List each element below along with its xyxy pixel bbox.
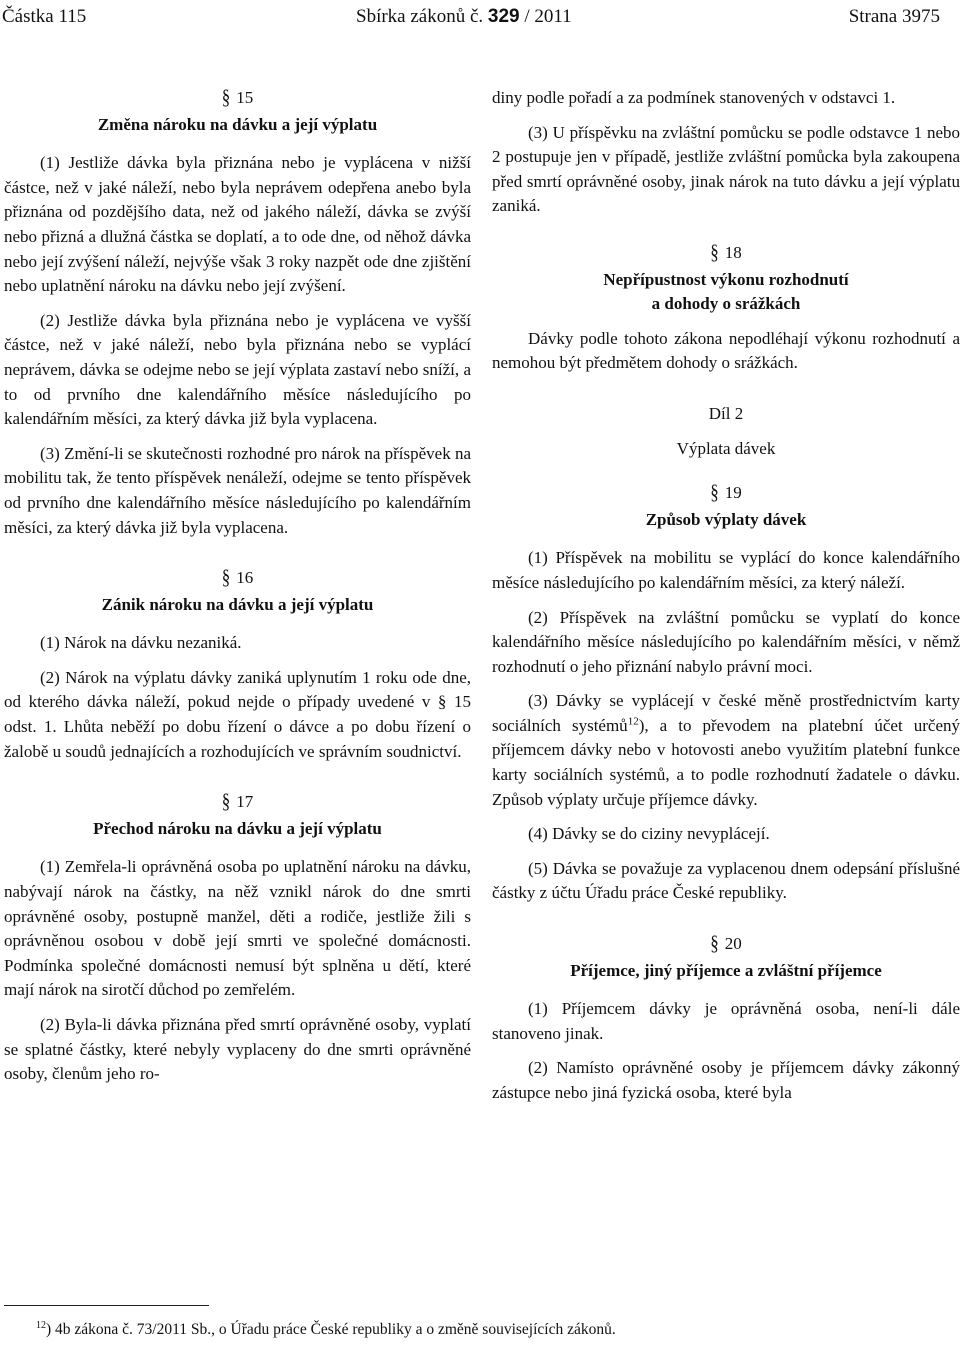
header-sbirka-year: / 2011 xyxy=(524,6,572,27)
section-symbol: § xyxy=(221,789,231,814)
part-label: Díl 2 xyxy=(708,403,744,423)
paragraph: (5) Dávka se považuje za vyplacenou dnem odepsání příslušné částky z účtu Úřadu práce České republiky. xyxy=(492,858,960,903)
footnote-number: 12 xyxy=(36,1319,46,1331)
paragraph: (2) Jestliže dávka byla přiznána nebo je vyplácena ve vyšší částce, než v jaké náleží, nebo byla přiznána nebo se vyplácí neprávem, dávka se odejme nebo se její výplata zastaví nebo sníží, a to od prvního dne kalendářního měsíce následujícího po kalendářním měsíci, za který dávka již byla vyplacena. xyxy=(4,310,471,429)
paragraph: (1) Nárok na dávku nezaniká. xyxy=(40,633,242,653)
footnote-text: ) 4b zákona č. 73/2011 Sb., o Úřadu práce České republiky a o změně souvisejících zákonů. xyxy=(46,1321,616,1338)
right-column xyxy=(492,86,960,1106)
section-18-heading xyxy=(492,241,960,266)
section-15-heading xyxy=(4,86,471,111)
section-19-heading xyxy=(492,481,960,506)
left-column xyxy=(4,86,471,1087)
section-20-heading xyxy=(492,932,960,957)
page-header xyxy=(0,6,960,28)
paragraph-text: ), a to převodem na platební účet určený příjemcem dávky nebo v hotovosti anebo využitím platební funkce karty sociálních systémů, a to podle rozhodnutí žadatele o dávku. Způsob výplaty určuje příjemce dávky. xyxy=(492,715,960,809)
paragraph: (3) Změní-li se skutečnosti rozhodné pro nárok na příspěvek na mobilitu tak, že tento příspěvek nenáleží, odejme se tento příspěvek od prvního dne kalendářního měsíce následujícího po kalendářním měsíci, za který dávka již byla vyplacena. xyxy=(4,443,472,537)
section-18-title xyxy=(492,268,960,317)
paragraph-text: (3) Dávky se vyplácejí v české měně prostřednictvím karty sociálních systémů xyxy=(492,691,960,735)
section-20-title: Příjemce, jiný příjemce a zvláštní příjemce xyxy=(570,960,882,980)
paragraph: (2) Byla-li dávka přiznána před smrtí oprávněné osoby, vyplatí se splatné částky, které nebyly vyplaceny do dne smrti oprávněné osoby, členům jeho ro- xyxy=(4,1015,471,1084)
paragraph: (1) Příjemcem dávky je oprávněná osoba, není-li dále stanoveno jinak. xyxy=(492,999,960,1043)
section-16-title: Zánik nároku na dávku a její výplatu xyxy=(101,594,374,614)
section-17-heading xyxy=(4,790,471,815)
paragraph: (2) Nárok na výplatu dávky zaniká uplynutím 1 roku ode dne, od kterého dávka náleží, pokud nejde o případy uvedené v § 15 odst. 1. Lhůta neběží po dobu řízení o dávce a po dobu řízení o žalobě u soudů jednajících a rozhodujících ve správním soudnictví. xyxy=(4,667,471,761)
section-number: 19 xyxy=(724,483,742,503)
paragraph: Dávky podle tohoto zákona nepodléhají výkonu rozhodnutí a nemohou být předmětem dohody o srážkách. xyxy=(492,328,960,373)
header-sbirka-number: 329 xyxy=(487,6,520,27)
paragraph: (2) Příspěvek na zvláštní pomůcku se vyplatí do konce kalendářního měsíce následujícího po kalendářním měsíci, v němž rozhodnutí o jeho přiznání nabylo právní moci. xyxy=(492,607,960,676)
paragraph: (1) Příspěvek na mobilitu se vyplácí do konce kalendářního měsíce následujícího po kalendářním měsíci, za který náleží. xyxy=(492,548,960,592)
paragraph-continuation: diny podle pořadí a za podmínek stanovených v odstavci 1. xyxy=(492,88,896,107)
section-number: 18 xyxy=(724,242,742,262)
section-symbol: § xyxy=(221,565,231,590)
section-17-title: Přechod nároku na dávku a její výplatu xyxy=(93,818,382,838)
section-symbol: § xyxy=(710,931,719,956)
paragraph: (3) U příspěvku na zvláštní pomůcku se podle odstavce 1 nebo 2 postupuje jen v případě, jestliže zvláštní pomůcka byla zakoupena před smrtí oprávněné osoby, jinak nárok na tuto dávku a její výplatu zaniká. xyxy=(492,122,960,216)
paragraph: (1) Jestliže dávka byla přiznána nebo je vyplácena v nižší částce, než v jaké náleží, nebo byla neprávem odepřena anebo byla přiznána od pozdějšího data, než od jakého náleží, dávka se zvýší nebo přizná a dlužná částka se doplatí, a to ode dne, od něhož dávka nebo její zvýšení náleží, nejvýše však 3 roky nazpět ode dne zjištění nebo uplatnění nároku na dávku nebo její zvýšení. xyxy=(4,153,471,296)
section-symbol: § xyxy=(710,240,719,265)
section-symbol: § xyxy=(710,480,719,505)
section-16-heading xyxy=(4,566,471,591)
section-number: 17 xyxy=(236,792,254,812)
section-18-title-line1: Nepřípustnost výkonu rozhodnutí xyxy=(603,269,849,289)
paragraph: (1) Zemřela-li oprávněná osoba po uplatnění nároku na dávku, nabývají nárok na částky, na něž vznikl nárok do dne smrti oprávněné osoby, postupně manžel, děti a rodiče, jestliže žili s oprávněnou osobou v době její smrti ve společné domácnosti. Podmínka společné domácnosti nemusí být splněna u dětí, které mají nárok na sirotčí důchod po zemřelém. xyxy=(4,857,471,1000)
header-page-number: Strana 3975 xyxy=(848,6,940,27)
footnote xyxy=(36,1321,616,1339)
header-castka: Částka 115 xyxy=(2,6,87,27)
paragraph xyxy=(492,689,960,812)
section-number: 16 xyxy=(236,568,254,588)
paragraph: (2) Namísto oprávněné osoby je příjemcem dávky zákonný zástupce nebo jiná fyzická osoba, které byla xyxy=(492,1058,960,1102)
section-18-title-line2: a dohody o srážkách xyxy=(651,294,801,314)
header-sbirka xyxy=(356,6,572,28)
section-19-title: Způsob výplaty dávek xyxy=(645,509,807,529)
footnote-divider xyxy=(4,1305,209,1306)
part-title: Výplata dávek xyxy=(676,438,776,458)
section-symbol: § xyxy=(221,85,231,110)
paragraph: (4) Dávky se do ciziny nevyplácejí. xyxy=(528,824,770,844)
section-15-title: Změna nároku na dávku a její výplatu xyxy=(97,114,378,134)
section-number: 20 xyxy=(724,934,742,954)
section-number: 15 xyxy=(236,88,254,107)
header-sbirka-prefix: Sbírka zákonů č. xyxy=(356,6,484,27)
footnote-reference: 12 xyxy=(627,715,639,728)
